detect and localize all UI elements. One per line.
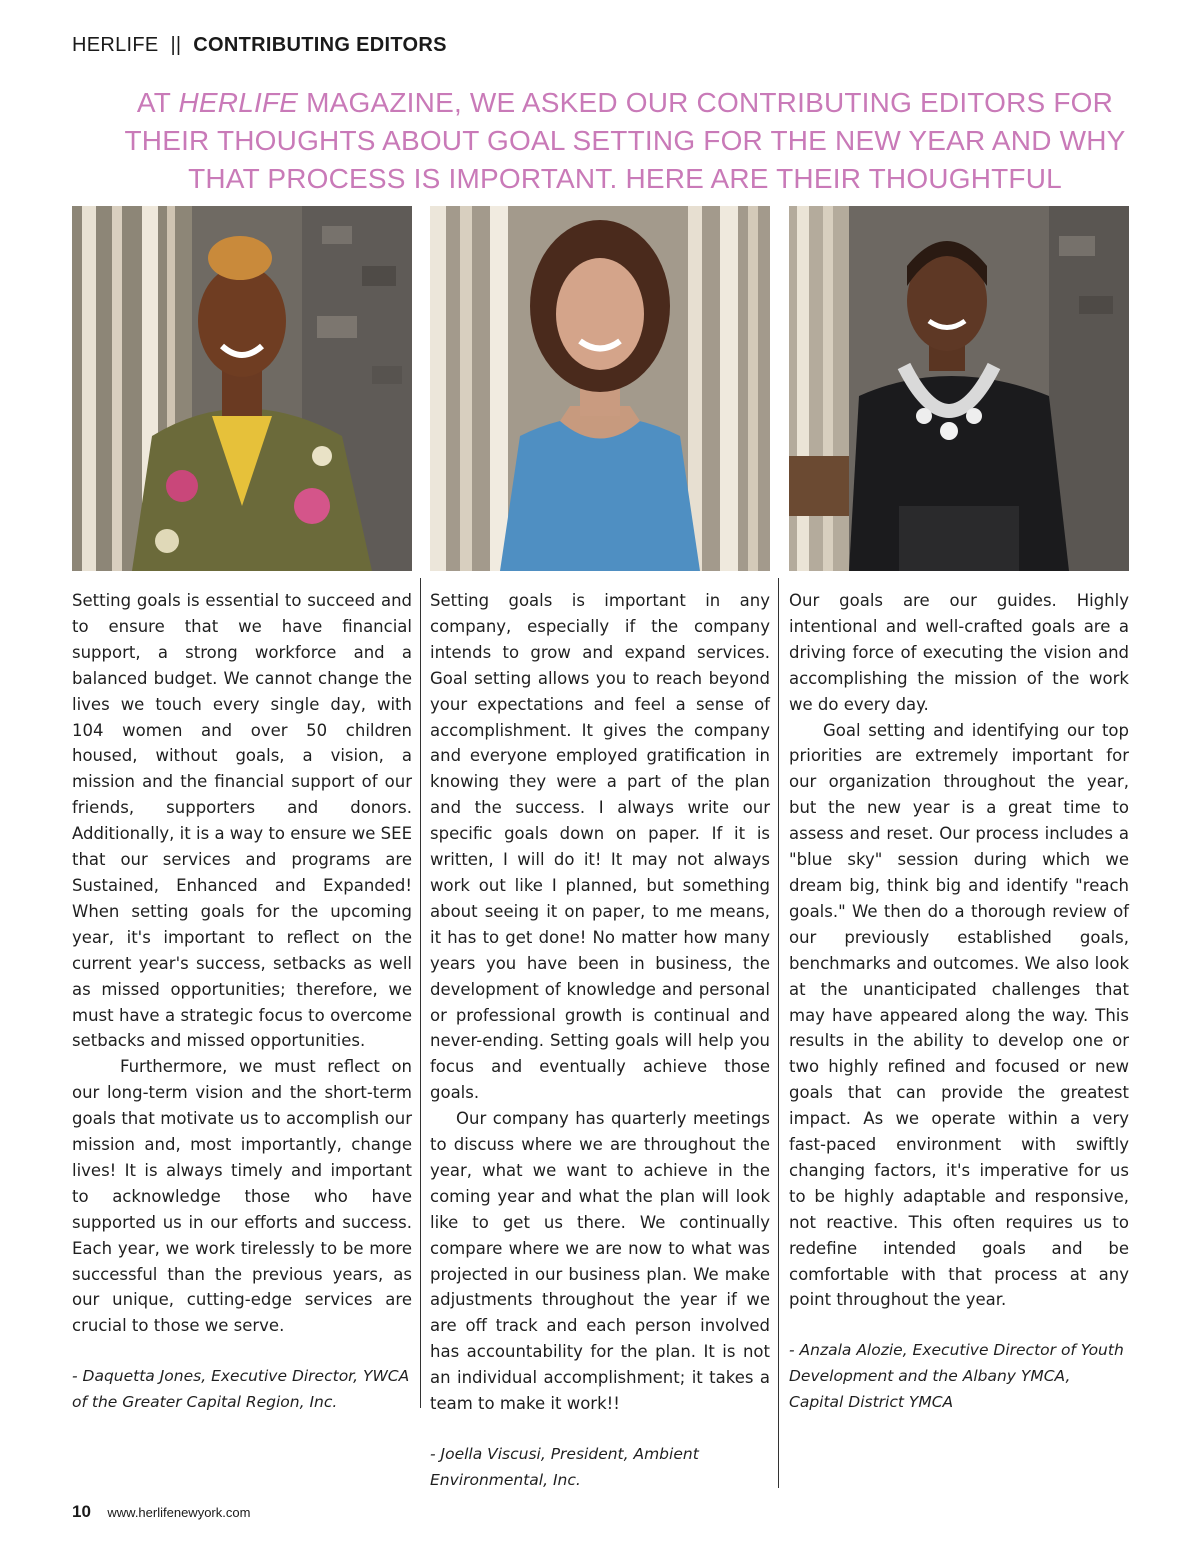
header-brand: HERLIFE bbox=[72, 34, 159, 56]
page-number: 10 bbox=[72, 1502, 91, 1521]
editor-signature-1: - Daquetta Jones, Executive Director, YWCA of the Greater Capital Region, Inc. bbox=[72, 1367, 410, 1412]
article-paragraph: Our goals are our guides. Highly intentional and well-crafted goals are a driving force of executing the vision and accomplishing the mission of the work we do every day. bbox=[789, 591, 1129, 714]
footer-url: www.herlifenewyork.com bbox=[107, 1505, 251, 1520]
editor-column-3 bbox=[789, 588, 1129, 1415]
column-divider-2 bbox=[778, 578, 779, 1488]
column-divider-1 bbox=[420, 578, 421, 1408]
editor-signature-2: - Joella Viscusi, President, Ambient Environmental, Inc. bbox=[430, 1445, 699, 1489]
portrait-image-1 bbox=[72, 206, 412, 571]
portrait-image-2 bbox=[430, 206, 770, 571]
intro-prefix: AT bbox=[136, 87, 179, 118]
portrait-image-3 bbox=[789, 206, 1129, 571]
editor-signature-3: - Anzala Alozie, Executive Director of Youth Development and the Albany YMCA, Capital District YMCA bbox=[789, 1341, 1124, 1412]
article-paragraph: Setting goals is essential to succeed and to ensure that we have financial support, a strong workforce and a balanced budget. We cannot change the lives we touch every single day, with 104 women and over 50 children housed, without goals, a vision, a mission and the financial support of our friends, supporters and donors. Additionally, it is a way to ensure we SEE that our services and programs are Sustained, Enhanced and Expanded! When setting goals for the upcoming year, it's important to reflect on the current year's success, setbacks as well as missed opportunities; therefore, we must have a strategic focus to overcome setbacks and missed opportunities. bbox=[72, 591, 412, 1051]
editor-column-2 bbox=[430, 588, 770, 1493]
editor-column-1 bbox=[72, 588, 412, 1415]
article-paragraph: Goal setting and identifying our top priorities are extremely important for our organization throughout the year, but the new year is a great time to assess and reset. Our process includes a "blue sky" session during which we dream big, think big and identify "reach goals." We then do a thorough review of our previously established goals, benchmarks and outcomes. We also look at the unanticipated challenges that may have appeared along the way. This results in the ability to develop one or two highly refined and focused or new goals that can provide the greatest impact. As we operate within a very fast-paced environment with swiftly changing factors, it's imperative for us to be highly adaptable and responsive, not reactive. This often requires us to redefine intended goals and be comfortable with that process at any point throughout the year. bbox=[789, 720, 1129, 1310]
header-separator: || bbox=[170, 34, 182, 56]
editor-photo-3 bbox=[789, 206, 1129, 571]
header-section-title: CONTRIBUTING EDITORS bbox=[193, 34, 447, 56]
editor-photo-2 bbox=[430, 206, 770, 571]
article-paragraph: Setting goals is important in any company, especially if the company intends to grow and expand services. Goal setting allows you to reach beyond your expectations and feel a sense of accomplishment. It gives the company and everyone employed gratification in knowing they were a part of the plan and the success. I always write our specific goals down on paper. If it is written, I will do it! It may not always work out like I planned, but something about seeing it on paper, to me means, it has to get done! No matter how many years you have been in business, the development of knowledge and personal or professional growth is continual and never-ending. Setting goals will help you focus and eventually achieve those goals. bbox=[430, 591, 770, 1103]
running-header bbox=[72, 34, 447, 57]
article-paragraph: Furthermore, we must reflect on our long-term vision and the short-term goals that motivate us to accomplish our mission and, most importantly, change lives! It is always timely and important to acknowledge those who have supported us in our efforts and success. Each year, we work tirelessly to be more successful than the previous years, as our unique, cutting-edge services are crucial to those we serve. bbox=[72, 1057, 412, 1336]
intro-magazine-name: HERLIFE bbox=[178, 87, 299, 118]
page-footer bbox=[72, 1502, 250, 1522]
intro-text: MAGAZINE, WE ASKED OUR CONTRIBUTING EDITORS FOR THEIR THOUGHTS ABOUT GOAL SETTING FOR THE NEW YEAR AND WHY THAT PROCESS IS IMPORTANT. HERE ARE THEIR THOUGHTFUL bbox=[124, 87, 1126, 194]
article-paragraph: Our company has quarterly meetings to discuss where we are throughout the year, what we want to achieve in the coming year and what the plan will look like to get us there. We continually compare where we are now to what was projected in our business plan. We make adjustments throughout the year if we are off track and each person involved has accountability for the plan. It is not an individual accomplishment; it takes a team to make it work!! bbox=[430, 1109, 770, 1414]
editor-photo-1 bbox=[72, 206, 412, 571]
